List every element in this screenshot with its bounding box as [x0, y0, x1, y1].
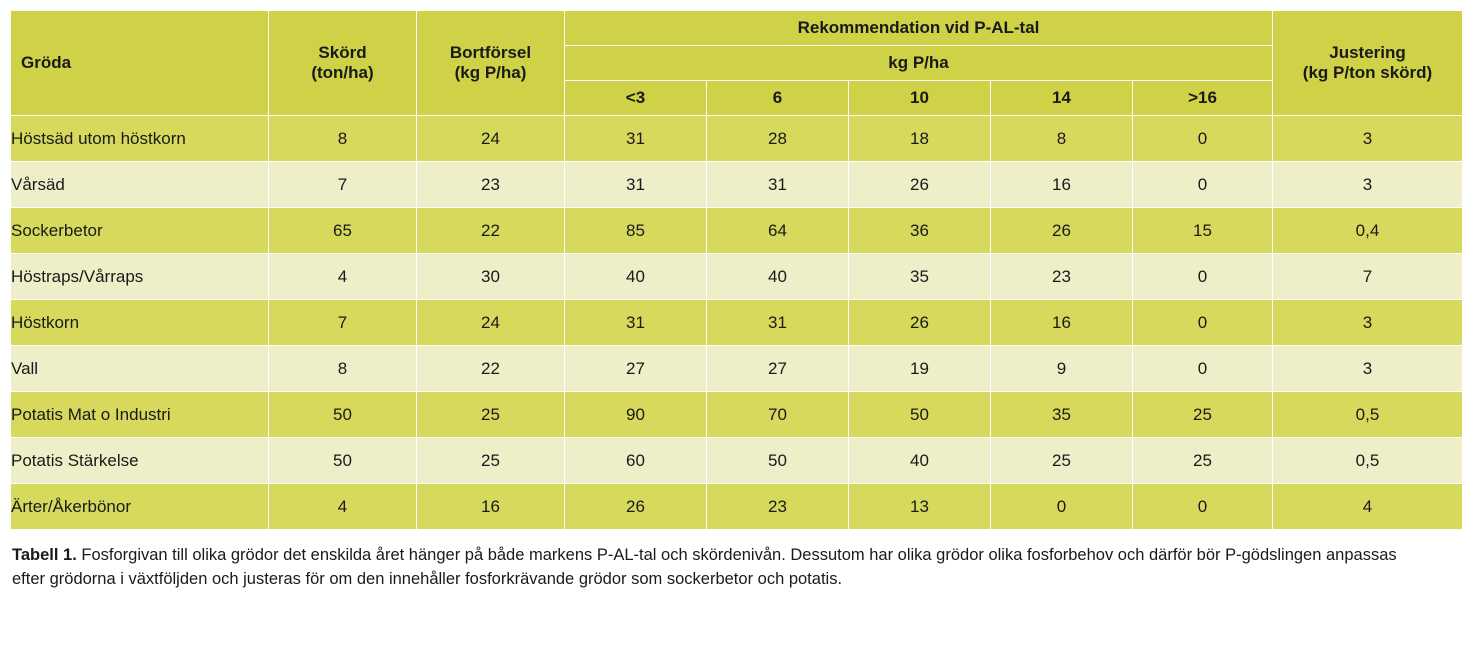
row-crop-3: Höstraps/Vårraps — [11, 254, 269, 300]
row-adjust-0: 3 — [1273, 116, 1463, 162]
row-yield-7: 50 — [269, 438, 417, 484]
row-rec-1-2: 31 — [707, 162, 849, 208]
table-figure — [0, 10, 1472, 661]
row-yield-1: 7 — [269, 162, 417, 208]
header-yield — [269, 11, 417, 116]
table-row — [11, 116, 1463, 162]
row-removal-5: 22 — [417, 346, 565, 392]
header-removal — [417, 11, 565, 116]
row-removal-7: 25 — [417, 438, 565, 484]
row-rec-8-2: 23 — [707, 484, 849, 530]
header-removal-line1: Bortförsel — [449, 43, 532, 62]
row-rec-7-2: 50 — [707, 438, 849, 484]
row-crop-7: Potatis Stärkelse — [11, 438, 269, 484]
row-rec-8-1: 26 — [565, 484, 707, 530]
row-rec-0-2: 28 — [707, 116, 849, 162]
row-adjust-6: 0,5 — [1273, 392, 1463, 438]
row-rec-4-1: 31 — [565, 300, 707, 346]
table-row — [11, 162, 1463, 208]
row-adjust-2: 0,4 — [1273, 208, 1463, 254]
row-rec-7-1: 60 — [565, 438, 707, 484]
header-yield-line1: Skörd — [318, 43, 367, 62]
table-row — [11, 392, 1463, 438]
row-rec-6-3: 50 — [849, 392, 991, 438]
row-rec-5-1: 27 — [565, 346, 707, 392]
row-crop-1: Vårsäd — [11, 162, 269, 208]
header-adjustment-line2: (kg P/ton skörd) — [1302, 63, 1433, 82]
row-yield-5: 8 — [269, 346, 417, 392]
row-adjust-4: 3 — [1273, 300, 1463, 346]
header-removal-line2: (kg P/ha) — [454, 63, 527, 82]
row-yield-3: 4 — [269, 254, 417, 300]
header-pal-class-1: <3 — [565, 81, 707, 116]
row-adjust-8: 4 — [1273, 484, 1463, 530]
header-pal-class-3: 10 — [849, 81, 991, 116]
row-yield-8: 4 — [269, 484, 417, 530]
row-rec-0-3: 18 — [849, 116, 991, 162]
row-rec-1-4: 16 — [991, 162, 1133, 208]
row-rec-2-4: 26 — [991, 208, 1133, 254]
row-rec-2-3: 36 — [849, 208, 991, 254]
table-row — [11, 346, 1463, 392]
row-rec-4-2: 31 — [707, 300, 849, 346]
caption-text: Fosforgivan till olika grödor det enskilda året hänger på både markens P-AL-tal och skördenivån. Dessutom har olika grödor olika fosforbehov och därför bör P-gödslingen anpassas efter grödorna i växtföljden och justeras för om den innehåller fosforkrävande grödor som sockerbetor och potatis. — [12, 546, 1397, 588]
row-rec-6-1: 90 — [565, 392, 707, 438]
table-row — [11, 300, 1463, 346]
row-adjust-7: 0,5 — [1273, 438, 1463, 484]
row-rec-3-5: 0 — [1133, 254, 1273, 300]
header-unit: kg P/ha — [565, 46, 1273, 81]
phosphorus-recommendation-table — [10, 10, 1463, 530]
table-row — [11, 208, 1463, 254]
row-rec-1-5: 0 — [1133, 162, 1273, 208]
row-rec-1-3: 26 — [849, 162, 991, 208]
row-crop-8: Ärter/Åkerbönor — [11, 484, 269, 530]
row-removal-3: 30 — [417, 254, 565, 300]
header-yield-line2: (ton/ha) — [311, 63, 374, 82]
row-rec-8-5: 0 — [1133, 484, 1273, 530]
header-crop — [11, 11, 269, 116]
row-adjust-1: 3 — [1273, 162, 1463, 208]
row-rec-5-4: 9 — [991, 346, 1133, 392]
table-row — [11, 438, 1463, 484]
row-crop-2: Sockerbetor — [11, 208, 269, 254]
header-crop-label: Gröda — [21, 53, 72, 72]
row-adjust-3: 7 — [1273, 254, 1463, 300]
row-rec-5-5: 0 — [1133, 346, 1273, 392]
row-removal-4: 24 — [417, 300, 565, 346]
row-rec-7-4: 25 — [991, 438, 1133, 484]
row-yield-6: 50 — [269, 392, 417, 438]
row-rec-2-5: 15 — [1133, 208, 1273, 254]
row-removal-2: 22 — [417, 208, 565, 254]
header-row-group-title — [11, 11, 1463, 46]
row-rec-3-4: 23 — [991, 254, 1133, 300]
row-crop-5: Vall — [11, 346, 269, 392]
row-crop-6: Potatis Mat o Industri — [11, 392, 269, 438]
row-rec-0-5: 0 — [1133, 116, 1273, 162]
row-rec-5-3: 19 — [849, 346, 991, 392]
row-rec-4-4: 16 — [991, 300, 1133, 346]
row-removal-1: 23 — [417, 162, 565, 208]
table-head — [11, 11, 1463, 116]
table-row — [11, 484, 1463, 530]
row-rec-8-3: 13 — [849, 484, 991, 530]
header-pal-class-2: 6 — [707, 81, 849, 116]
row-rec-4-3: 26 — [849, 300, 991, 346]
row-rec-4-5: 0 — [1133, 300, 1273, 346]
row-yield-4: 7 — [269, 300, 417, 346]
header-pal-class-5: >16 — [1133, 81, 1273, 116]
row-yield-2: 65 — [269, 208, 417, 254]
row-yield-0: 8 — [269, 116, 417, 162]
row-rec-5-2: 27 — [707, 346, 849, 392]
row-rec-2-1: 85 — [565, 208, 707, 254]
header-adjustment-line1: Justering — [1329, 43, 1406, 62]
row-removal-0: 24 — [417, 116, 565, 162]
row-rec-6-5: 25 — [1133, 392, 1273, 438]
table-caption — [12, 544, 1412, 592]
table-body — [11, 116, 1463, 530]
row-removal-8: 16 — [417, 484, 565, 530]
row-rec-3-1: 40 — [565, 254, 707, 300]
row-rec-0-4: 8 — [991, 116, 1133, 162]
row-removal-6: 25 — [417, 392, 565, 438]
row-crop-4: Höstkorn — [11, 300, 269, 346]
row-crop-0: Höstsäd utom höstkorn — [11, 116, 269, 162]
header-pal-class-4: 14 — [991, 81, 1133, 116]
header-recommendation-title: Rekommendation vid P-AL-tal — [565, 11, 1273, 46]
header-adjustment — [1273, 11, 1463, 116]
row-rec-7-3: 40 — [849, 438, 991, 484]
row-rec-2-2: 64 — [707, 208, 849, 254]
row-rec-7-5: 25 — [1133, 438, 1273, 484]
row-rec-6-2: 70 — [707, 392, 849, 438]
row-rec-6-4: 35 — [991, 392, 1133, 438]
table-row — [11, 254, 1463, 300]
row-rec-0-1: 31 — [565, 116, 707, 162]
row-rec-3-2: 40 — [707, 254, 849, 300]
row-rec-8-4: 0 — [991, 484, 1133, 530]
row-rec-3-3: 35 — [849, 254, 991, 300]
row-rec-1-1: 31 — [565, 162, 707, 208]
caption-label: Tabell 1. — [12, 546, 77, 564]
row-adjust-5: 3 — [1273, 346, 1463, 392]
